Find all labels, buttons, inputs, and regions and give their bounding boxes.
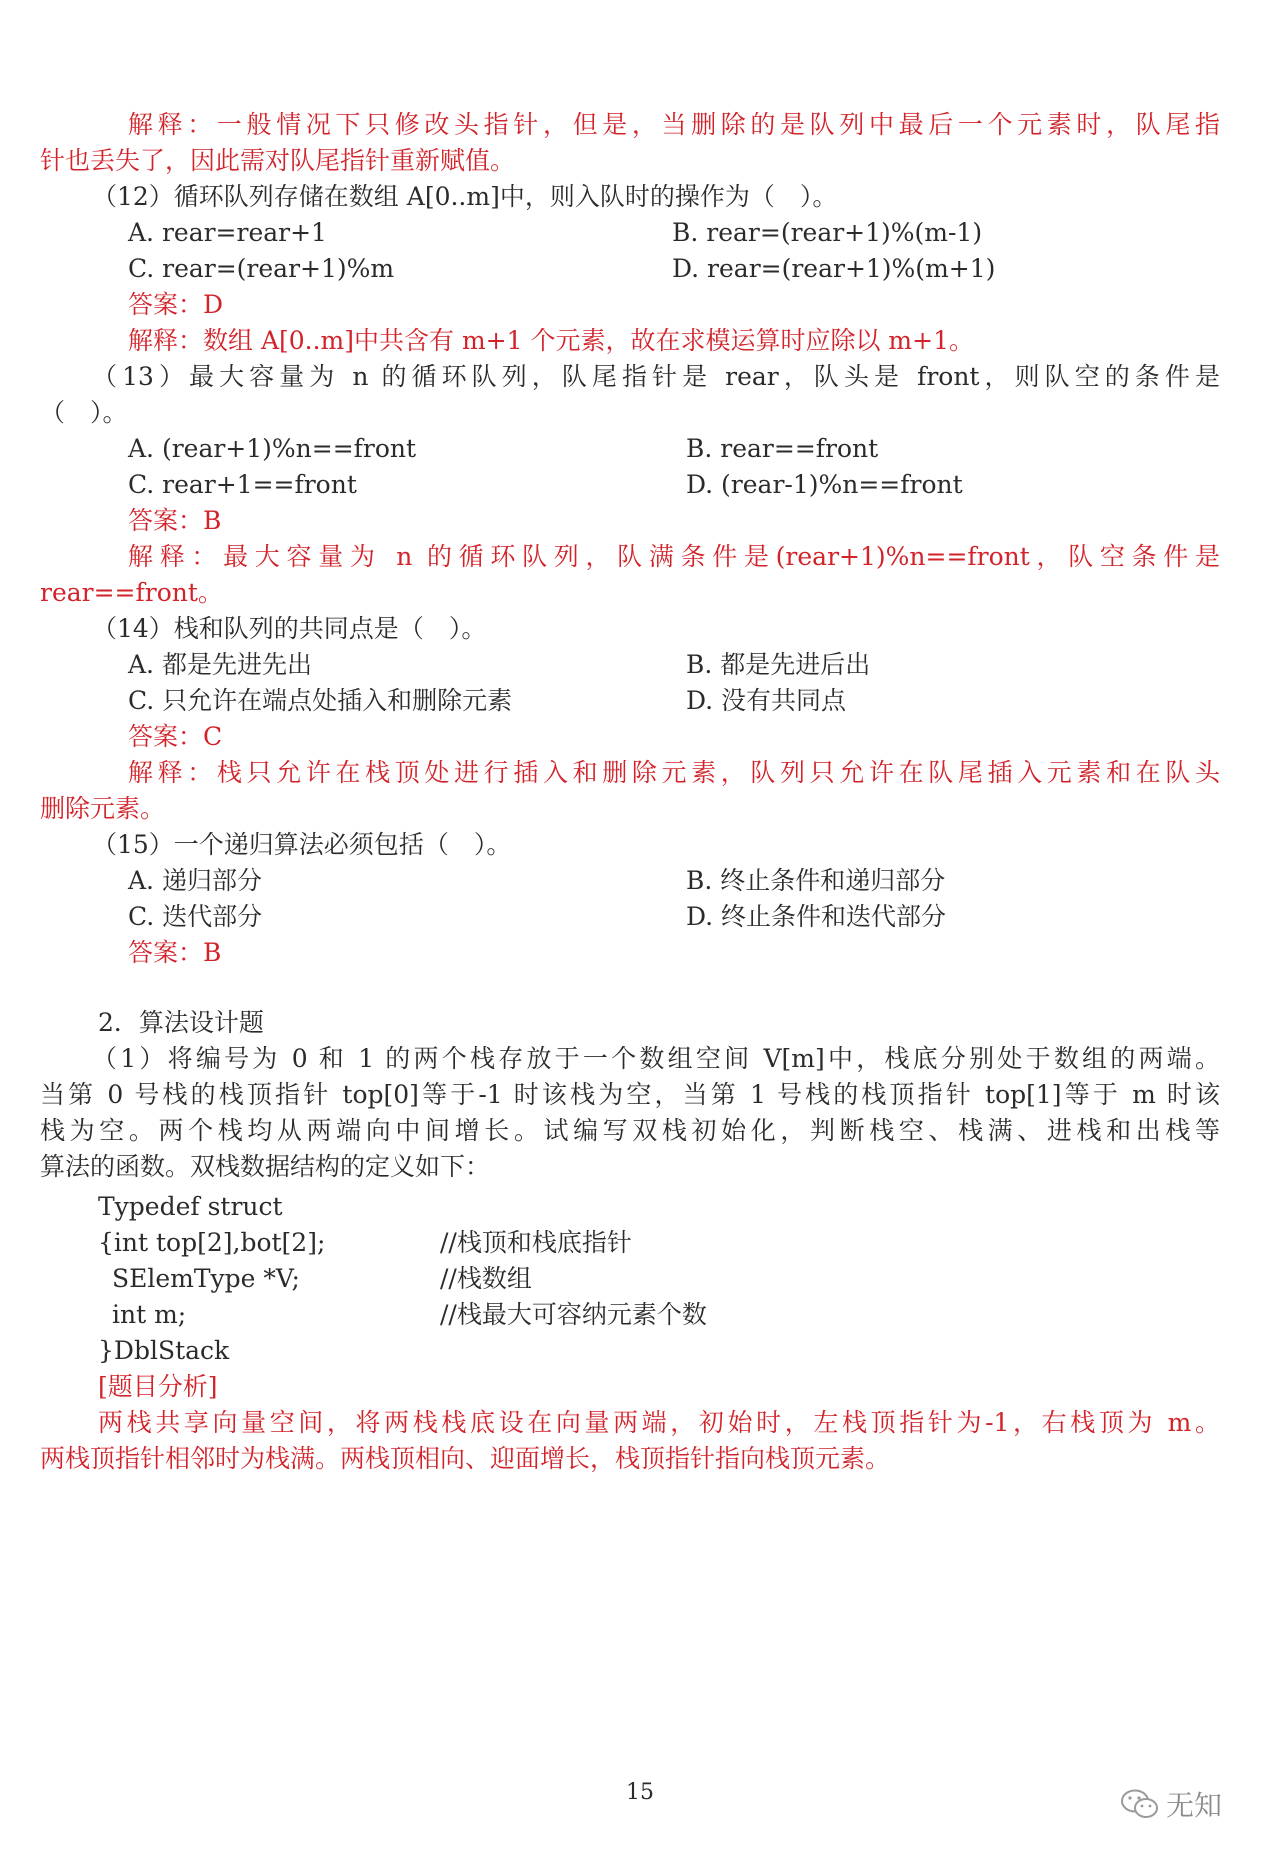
q13-option-a: A. (rear+1)%n==front	[128, 434, 417, 463]
q12-option-c: C. rear=(rear+1)%m	[128, 254, 395, 283]
question-13-line2: （ ）。	[40, 398, 128, 427]
code-line-5: }DblStack	[98, 1336, 230, 1365]
code-line-2: {int top[2],bot[2];	[98, 1228, 326, 1257]
q14-option-c: C. 只允许在端点处插入和删除元素	[128, 686, 513, 715]
problem-1-line3: 栈为空。两个栈均从两端向中间增长。试编写双栈初始化，判断栈空、栈满、进栈和出栈等	[40, 1116, 1220, 1145]
watermark-text: 无知	[1166, 1789, 1223, 1822]
q14-answer: 答案：C	[128, 722, 223, 751]
code-line-3: SElemType *V;	[112, 1264, 300, 1293]
q14-option-d: D. 没有共同点	[686, 686, 847, 715]
q12-explanation: 解释：数组 A[0..m]中共含有 m+1 个元素，故在求模运算时应除以 m+1。	[128, 326, 974, 355]
q14-explanation-line1: 解释：栈只允许在栈顶处进行插入和删除元素，队列只允许在队尾插入元素和在队头	[128, 758, 1220, 787]
section-heading-algorithm-design: 2．算法设计题	[98, 1008, 264, 1037]
question-14: （14）栈和队列的共同点是（ ）。	[92, 614, 487, 643]
q13-option-b: B. rear==front	[686, 434, 879, 463]
code-comment-2: //栈顶和栈底指针	[440, 1228, 632, 1257]
q11-explanation-line2: 针也丢失了，因此需对队尾指针重新赋值。	[40, 146, 516, 175]
code-comment-3: //栈数组	[440, 1264, 532, 1293]
problem-1-line2: 当第 0 号栈的栈顶指针 top[0]等于-1 时该栈为空，当第 1 号栈的栈顶指针 top[1]等于 m 时该	[40, 1080, 1220, 1109]
q13-answer: 答案：B	[128, 506, 222, 535]
question-13-line1: （13）最大容量为 n 的循环队列，队尾指针是 rear，队头是 front，则队空的条件是	[92, 362, 1220, 391]
q12-answer: 答案：D	[128, 290, 224, 319]
code-line-1: Typedef struct	[98, 1192, 283, 1221]
q12-option-b: B. rear=(rear+1)%(m-1)	[672, 218, 983, 247]
code-line-4: int m;	[112, 1300, 187, 1329]
q12-option-a: A. rear=rear+1	[128, 218, 327, 247]
code-comment-4: //栈最大可容纳元素个数	[440, 1300, 707, 1329]
q14-explanation-line2: 删除元素。	[40, 794, 166, 823]
page-number: 15	[626, 1780, 654, 1805]
q15-option-b: B. 终止条件和递归部分	[686, 866, 946, 895]
q14-option-b: B. 都是先进后出	[686, 650, 871, 679]
problem-1-line1: （1）将编号为 0 和 1 的两个栈存放于一个数组空间 V[m]中，栈底分别处于数组的两端。	[92, 1044, 1220, 1073]
watermark	[1120, 1784, 1222, 1824]
q15-option-c: C. 迭代部分	[128, 902, 263, 931]
question-15: （15）一个递归算法必须包括（ ）。	[92, 830, 512, 859]
q13-option-c: C. rear+1==front	[128, 470, 357, 499]
q14-option-a: A. 都是先进先出	[128, 650, 312, 679]
analysis-line2: 两栈顶指针相邻时为栈满。两栈顶相向、迎面增长，栈顶指针指向栈顶元素。	[40, 1444, 891, 1473]
q13-option-d: D. (rear-1)%n==front	[686, 470, 963, 499]
question-12: （12）循环队列存储在数组 A[0..m]中，则入队时的操作为（ ）。	[92, 182, 838, 211]
analysis-heading: [题目分析]	[98, 1372, 218, 1401]
q13-explanation-line1: 解释：最大容量为 n 的循环队列，队满条件是(rear+1)%n==front，队空条件是	[128, 542, 1220, 571]
q15-answer: 答案：B	[128, 938, 222, 967]
q13-explanation-line2: rear==front。	[40, 578, 223, 607]
q12-option-d: D. rear=(rear+1)%(m+1)	[672, 254, 996, 283]
q15-option-d: D. 终止条件和迭代部分	[686, 902, 947, 931]
problem-1-line4: 算法的函数。双栈数据结构的定义如下：	[40, 1152, 491, 1181]
q11-explanation-line1: 解释：一般情况下只修改头指针，但是，当删除的是队列中最后一个元素时，队尾指	[128, 110, 1220, 139]
wechat-icon	[1120, 1788, 1160, 1820]
q15-option-a: A. 递归部分	[128, 866, 262, 895]
analysis-line1: 两栈共享向量空间，将两栈栈底设在向量两端，初始时，左栈顶指针为-1，右栈顶为 m。	[98, 1408, 1220, 1437]
